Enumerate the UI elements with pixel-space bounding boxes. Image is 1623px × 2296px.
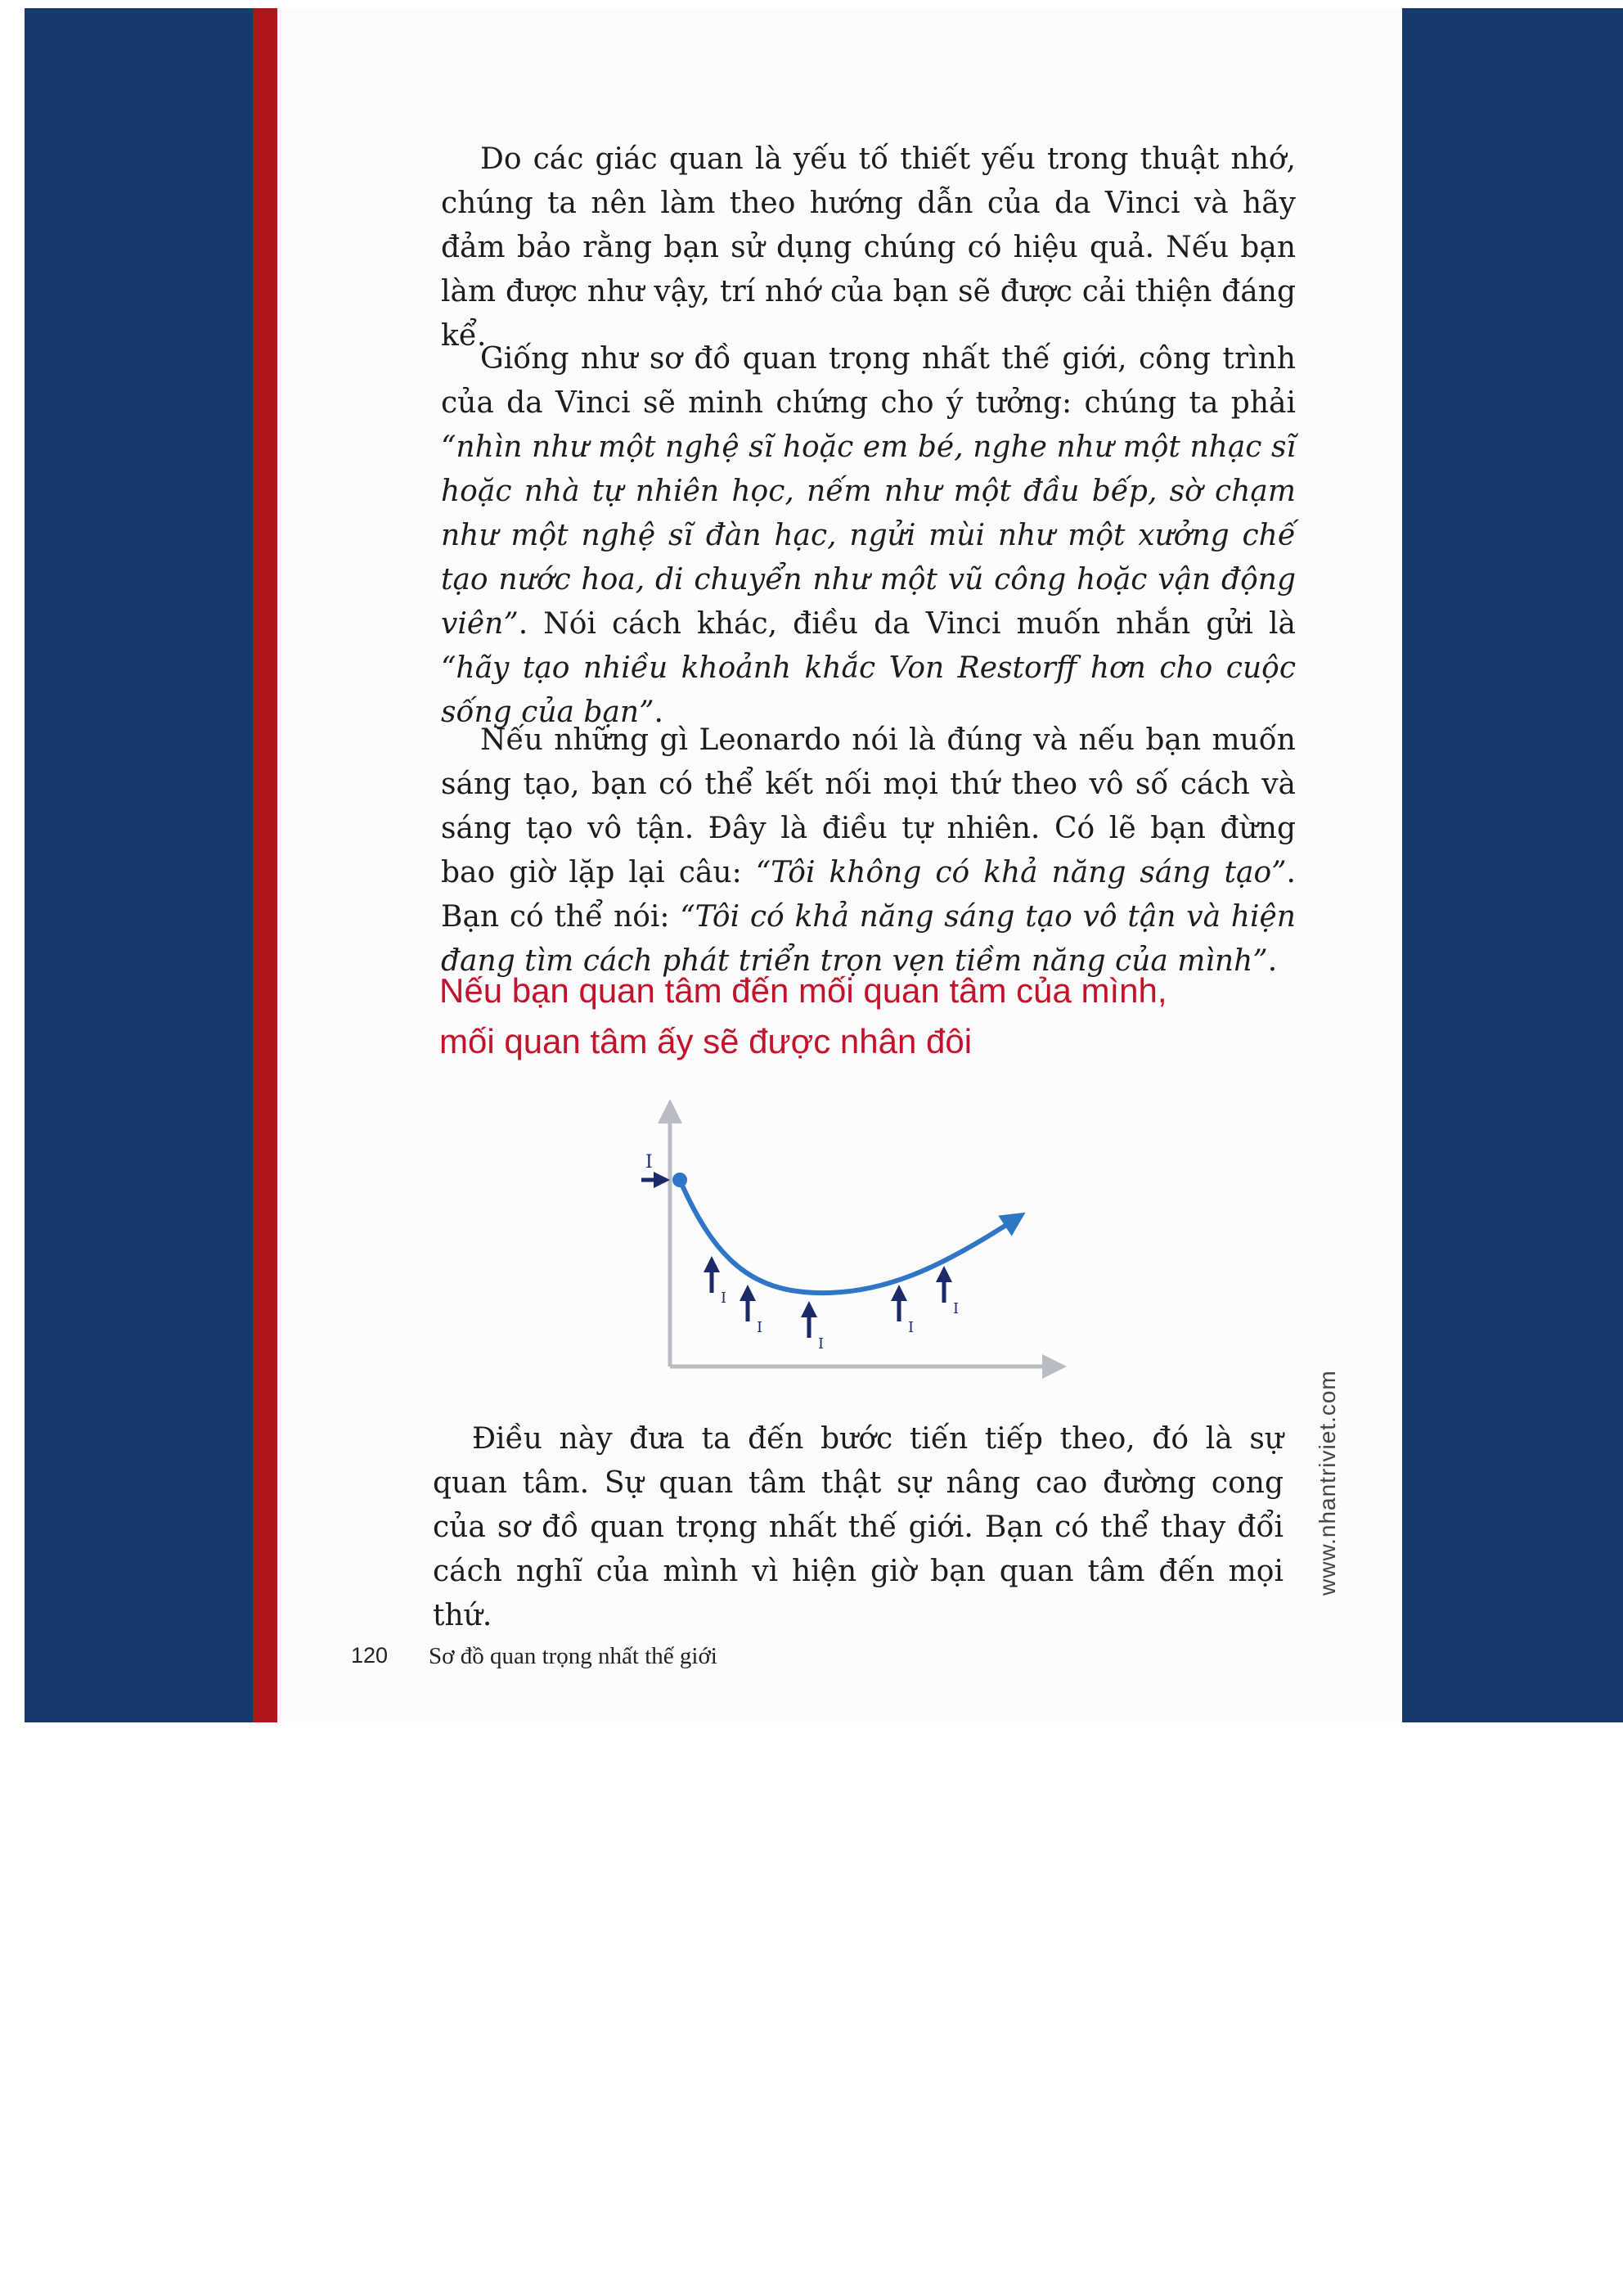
section-heading-line-1: Nếu bạn quan tâm đến mối quan tâm của mình, <box>439 971 1167 1010</box>
text-segment: . Bạn có thể nói: <box>441 856 1296 934</box>
text-segment: Giống như sơ đồ quan trọng nhất thế giới, công trình của da Vinci sẽ minh chứng cho ý tưởng: chúng ta phải <box>441 342 1296 420</box>
interest-curve <box>680 1180 1015 1293</box>
paragraph-3 <box>441 718 1296 984</box>
text-segment: . <box>1267 944 1278 978</box>
paragraph-2 <box>441 337 1296 735</box>
paragraph-1 <box>441 137 1296 358</box>
start-arrow-label: I <box>645 1152 653 1173</box>
publisher-url: www.nhantriviet.com <box>1315 1370 1340 1596</box>
scanned-page-background <box>25 8 1623 1722</box>
text-segment: Điều này đưa ta đến bước tiến tiếp theo, đó là sự quan tâm. Sự quan tâm thật sự nâng cao đường cong của sơ đồ quan trọng nhất thế giới. Bạn có thể thay đổi cách nghĩ của mình vì hiện giờ bạn quan tâm đến mọi thứ. <box>433 1422 1284 1632</box>
interest-curve-diagram <box>637 1088 1095 1383</box>
interest-arrow-2-label: I <box>757 1319 763 1336</box>
section-heading <box>439 966 1306 1067</box>
section-heading-line-2: mối quan tâm ấy sẽ được nhân đôi <box>439 1022 973 1060</box>
interest-arrow-3-label: I <box>818 1335 825 1353</box>
interest-arrow-1-label: I <box>721 1290 727 1307</box>
book-page <box>277 8 1402 1722</box>
interest-arrow-4-label: I <box>908 1319 915 1336</box>
text-segment: Nếu những gì Leonardo nói là đúng và nếu bạn muốn sáng tạo, bạn có thể kết nối mọi thứ theo vô số cách và sáng tạo vô tận. Đây là điều tự nhiên. Có lẽ bạn đừng bao giờ lặp lại câu: <box>441 723 1296 889</box>
start-point <box>672 1173 687 1187</box>
running-book-title: Sơ đồ quan trọng nhất thế giới <box>429 1643 717 1669</box>
text-segment: . <box>654 696 663 729</box>
paragraph-4 <box>433 1417 1284 1638</box>
text-segment: “nhìn như một nghệ sĩ hoặc em bé, nghe như một nhạc sĩ hoặc nhà tự nhiên học, nếm như một đầu bếp, sờ chạm như một nghệ sĩ đàn hạc, ngửi mùi như một xưởng chế tạo nước hoa, di chuyển như một vũ công hoặc vận động viên” <box>441 430 1296 641</box>
interest-arrow-5-label: I <box>953 1300 960 1317</box>
text-segment: “Tôi có khả năng sáng tạo vô tận và hiện đang tìm cách phát triển trọn vẹn tiềm năng của mình” <box>441 900 1296 978</box>
text-segment: Do các giác quan là yếu tố thiết yếu trong thuật nhớ, chúng ta nên làm theo hướng dẫn của da Vinci và hãy đảm bảo rằng bạn sử dụng chúng có hiệu quả. Nếu bạn làm được như vậy, trí nhớ của bạn sẽ được cải thiện đáng kể. <box>441 142 1296 353</box>
page-number: 120 <box>351 1643 389 1668</box>
text-segment: “Tôi không có khả năng sáng tạo” <box>755 856 1287 889</box>
text-segment: “hãy tạo nhiều khoảnh khắc Von Restorff hơn cho cuộc sống của bạn” <box>441 651 1296 729</box>
text-segment: . Nói cách khác, điều da Vinci muốn nhắn gửi là <box>518 607 1296 641</box>
